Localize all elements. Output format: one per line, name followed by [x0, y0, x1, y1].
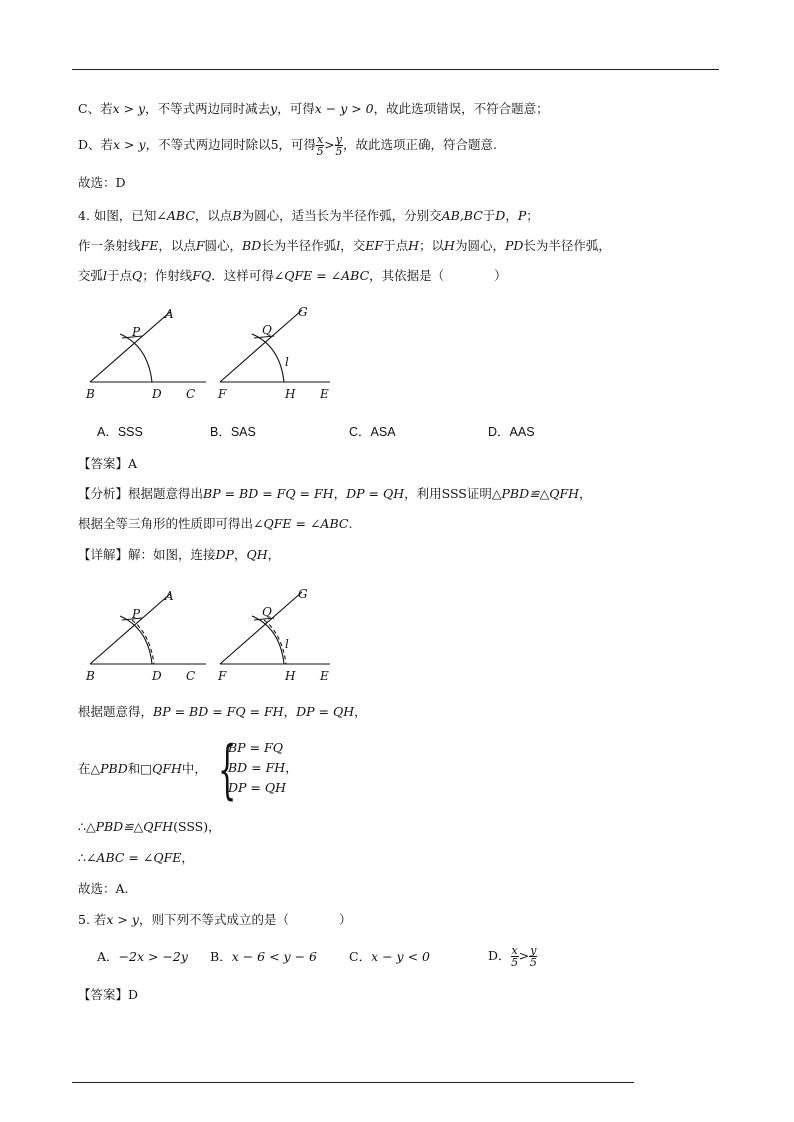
q5-option-b: B．x − 6 < y − 6 [210, 949, 317, 964]
q4-option-b: B．SAS [210, 425, 256, 439]
label-e: E [320, 387, 329, 401]
answer-a-label: 【答案】A [78, 456, 138, 471]
fraction-x-over-5: $\frac{x}{5}$ [316, 133, 324, 158]
ray-fg [220, 310, 302, 382]
q4-option-c: C．ASA [349, 425, 396, 439]
label-g-2: G [298, 587, 308, 601]
detail-line: 【详解】解：如图，连接DP，QH， [78, 547, 281, 562]
q5-option-a: A．−2x > −2y [97, 949, 188, 964]
choose-d-1: 故选：D [78, 175, 126, 190]
label-b-2: B [86, 669, 95, 683]
option-c-analysis: C、若x > y，不等式两边同时减去y，可得x − y > 0，故此选项错误，不符合题意； [78, 101, 549, 116]
label-h-2: H [285, 669, 296, 683]
analysis-line2: 根据全等三角形的性质即可得出∠QFE = ∠ABC. [78, 516, 353, 531]
label-c: C [186, 387, 196, 401]
fraction-y-over-5: $\frac{y}{5}$ [335, 133, 343, 158]
q4-stem-line2: 作一条射线FE，以点F圆心，BD长为半径作弧l，交EF于点H；以H为圆心，PD长为半径作弧， [78, 238, 611, 253]
q5-fraction-x: $\frac{x}{5}$ [511, 944, 519, 969]
label-q-2: Q [262, 605, 272, 619]
label-p: P [132, 325, 141, 339]
q5-stem: 5. 若x > y，则下列不等式成立的是（ ） [78, 912, 352, 927]
top-rule [72, 69, 719, 70]
ray-ba [90, 312, 170, 382]
left-brace: { [218, 733, 237, 807]
label-l-2: l [285, 637, 289, 651]
therefore-congruent: ∴△PBD≌△QFH(SSS)， [78, 819, 221, 834]
label-b: B [86, 387, 95, 401]
system-eq-1: BP = FQ [228, 740, 283, 755]
q4-option-a: A．SSS [97, 425, 143, 439]
given-line: 根据题意得，BP = BD = FQ = FH，DP = QH， [78, 704, 367, 719]
system-eq-2: BD = FH， [228, 760, 298, 775]
label-l: l [285, 355, 289, 369]
geometry-figure-1 [80, 300, 350, 410]
therefore-angles: ∴∠ABC = ∠QFE， [78, 850, 194, 865]
ray-fg-2 [220, 592, 302, 664]
label-a: A [165, 307, 174, 321]
option-d-analysis: D、若x > y，不等式两边同时除以5，可得 $\frac{x}{5}$ > $\frac{y}{5}$ ，故此选项正确，符合题意. [78, 133, 497, 158]
label-c-2: C [186, 669, 196, 683]
q4-stem-line3: 交弧l于点Q；作射线FQ．这样可得∠QFE = ∠ABC，其依据是（ ） [78, 268, 507, 283]
label-d: D [152, 387, 162, 401]
label-d-2: D [152, 669, 162, 683]
in-triangles-line: 在△PBD和□QFH中， [78, 761, 207, 776]
label-e-2: E [320, 669, 329, 683]
bottom-rule [72, 1082, 634, 1083]
label-a-2: A [165, 589, 174, 603]
label-g: G [298, 305, 308, 319]
label-f-2: F [218, 669, 227, 683]
q5-option-d: D． $\frac{x}{5}$ > $\frac{y}{5}$ [488, 944, 537, 969]
q4-option-d: D．AAS [488, 425, 535, 439]
label-q: Q [262, 323, 272, 337]
ray-ba-2 [90, 594, 170, 664]
analysis-line1: 【分析】根据题意得出BP = BD = FQ = FH，DP = QH，利用SSS证明△PBD≌△QFH， [78, 486, 592, 501]
q5-fraction-y: $\frac{y}{5}$ [529, 944, 537, 969]
q4-stem-line1: 4. 如图，已知∠ABC，以点B为圆心，适当长为半径作弧，分别交AB,BC于D，P； [78, 208, 539, 223]
label-f: F [218, 387, 227, 401]
system-eq-3: DP = QH [228, 780, 287, 795]
q5-option-c: C．x − y < 0 [349, 949, 430, 964]
geometry-figure-2 [80, 582, 350, 692]
arc-l-2 [252, 616, 284, 664]
answer-d-label: 【答案】D [78, 987, 139, 1002]
choose-a: 故选：A. [78, 881, 129, 896]
label-p-2: P [132, 607, 141, 621]
label-h: H [285, 387, 296, 401]
arc-l [252, 334, 284, 382]
